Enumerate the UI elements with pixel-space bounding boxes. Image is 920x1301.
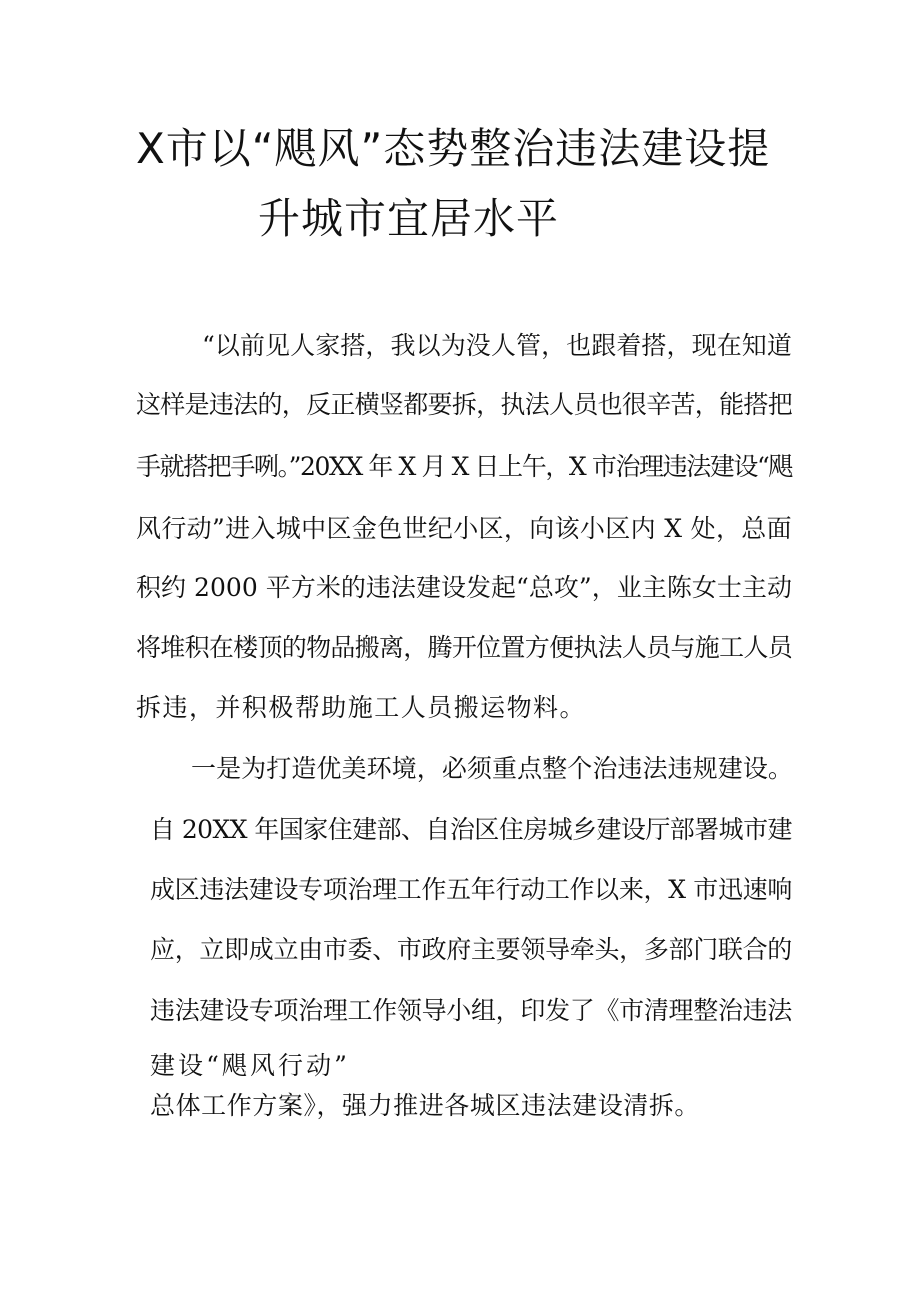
paragraph-1-line-5: 积约 2000 平方米的违法建设发起“总攻”，业主陈女士主动 <box>136 573 792 602</box>
paragraph-1-line-3: 手就搭把手咧。”20XX 年 X 月 X 日上午，X 市治理违法建设“飓 <box>136 452 792 481</box>
paragraph-2-line-1: 一是为打造优美环境，必须重点整个治违法违规建设。 <box>191 754 793 783</box>
document-title-line-2: 升城市宜居水平 <box>258 194 560 243</box>
paragraph-2-line-5: 违法建设专项治理工作领导小组，印发了《市清理整治违法 <box>150 996 792 1025</box>
document-title-line-1: X市以“飓风”态势整治违法建设提 <box>136 124 771 173</box>
paragraph-2-line-2: 自 20XX 年国家住建部、自治区住房城乡建设厅部署城市建 <box>150 815 792 844</box>
paragraph-1-line-7: 拆违，并积极帮助施工人员搬运物料。 <box>136 693 586 722</box>
paragraph-1-line-6: 将堆积在楼顶的物品搬离，腾开位置方便执法人员与施工人员 <box>136 633 792 662</box>
paragraph-2-line-4: 应，立即成立由市委、市政府主要领导牵头，多部门联合的 <box>150 935 792 964</box>
paragraph-2-line-7: 总体工作方案》，强力推进各城区违法建设清拆。 <box>150 1091 700 1120</box>
paragraph-1-line-1: “以前见人家搭，我以为没人管，也跟着搭，现在知道 <box>202 331 792 360</box>
paragraph-2-line-6: 建设“飓风行动” <box>150 1051 350 1080</box>
paragraph-1-line-4: 风行动”进入城中区金色世纪小区，向该小区内 X 处，总面 <box>136 514 792 543</box>
paragraph-1-line-2: 这样是违法的，反正横竖都要拆，执法人员也很辛苦，能搭把 <box>136 390 792 419</box>
paragraph-2-line-3: 成区违法建设专项治理工作五年行动工作以来，X 市迅速响 <box>150 875 792 904</box>
